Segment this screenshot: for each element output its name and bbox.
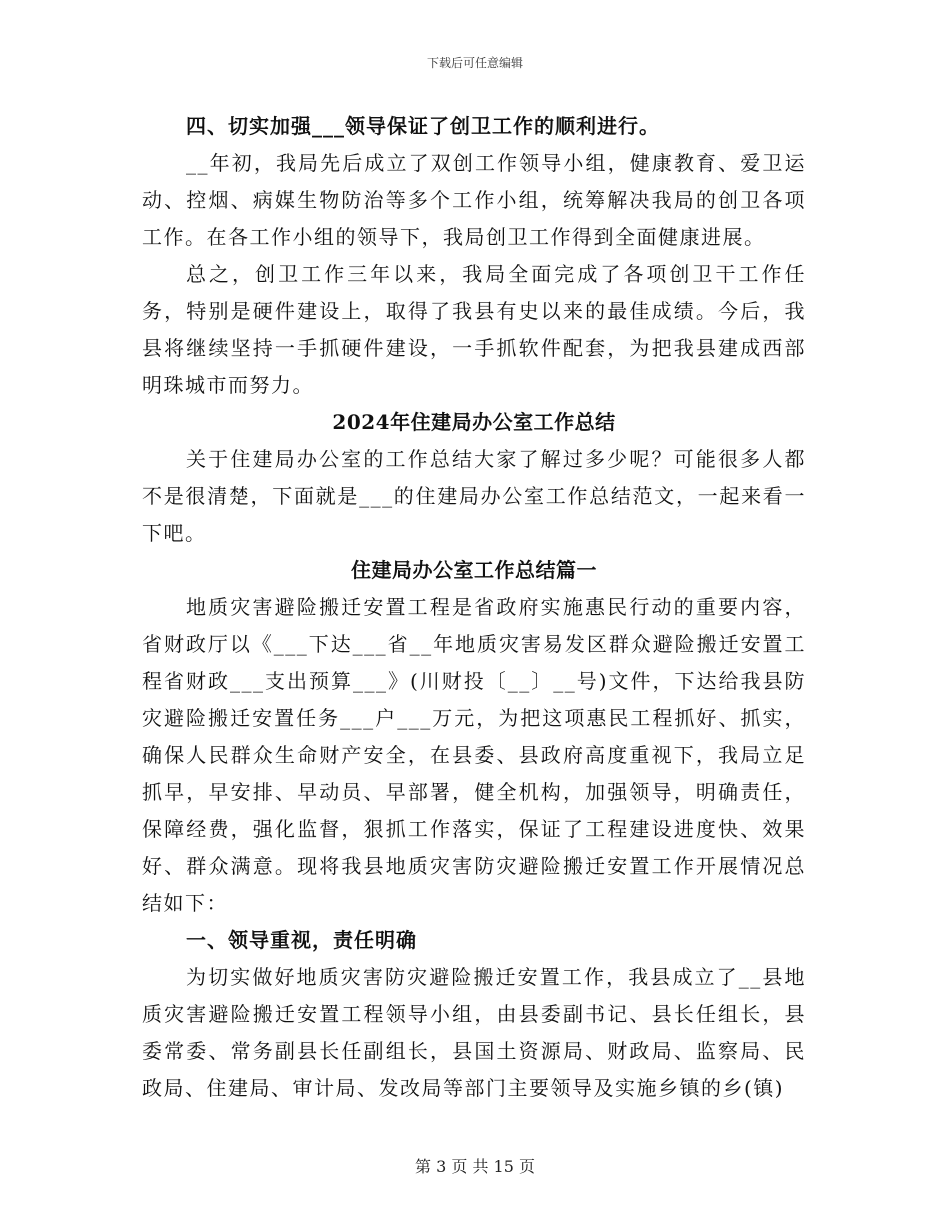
page-header-note: 下载后可任意编辑 [426, 56, 523, 70]
paragraph: 总之，创卫工作三年以来，我局全面完成了各项创卫干工作任务，特别是硬件建设上，取得了我县有史以来的最佳成绩。今后，我县将继续坚持一手抓硬件建设，一手抓软件配套，为把我县建成西部明珠城市而努力。 [142, 262, 806, 397]
document-title: 2024年住建局办公室工作总结 [332, 410, 616, 434]
section-heading-1: 一、领导重视，责任明确 [186, 928, 417, 952]
paragraph: 为切实做好地质灾害防灾避险搬迁安置工作，我县成立了__县地质灾害避险搬迁安置工程领导小组，由县委副书记、县长任组长，县委常委、常务副县长任副组长，县国土资源局、财政局、监察局、民政局、住建局、审计局、发改局等部门主要领导及实施乡镇的乡(镇) [142, 965, 806, 1100]
paragraph: __年初，我局先后成立了双创工作领导小组，健康教育、爱卫运动、控烟、病媒生物防治等多个工作小组，统筹解决我局的创卫各项工作。在各工作小组的领导下，我局创卫工作得到全面健康进展。 [142, 151, 806, 249]
paragraph: 关于住建局办公室的工作总结大家了解过多少呢？可能很多人都不是很清楚，下面就是___的住建局办公室工作总结范文，一起来看一下吧。 [142, 447, 806, 545]
article-title: 住建局办公室工作总结篇一 [351, 558, 597, 582]
page-number: 第 3 页 共 15 页 [415, 1157, 535, 1176]
document-body [142, 108, 806, 1107]
section-heading-4: 四、切实加强___领导保证了创卫工作的顺利进行。 [186, 114, 660, 138]
paragraph: 地质灾害避险搬迁安置工程是省政府实施惠民行动的重要内容，省财政厅以《___下达___省__年地质灾害易发区群众避险搬迁安置工程省财政___支出预算___》(川财投〔__〕__号)文件，下达给我县防灾避险搬迁安置任务___户___万元，为把这项惠民工程抓好、抓实，确保人民群众生命财产安全，在县委、县政府高度重视下，我局立足抓早，早安排、早动员、早部署，健全机构，加强领导，明确责任，保障经费，强化监督，狠抓工作落实，保证了工程建设进度快、效果好、群众满意。现将我县地质灾害防灾避险搬迁安置工作开展情况总结如下： [142, 595, 806, 915]
